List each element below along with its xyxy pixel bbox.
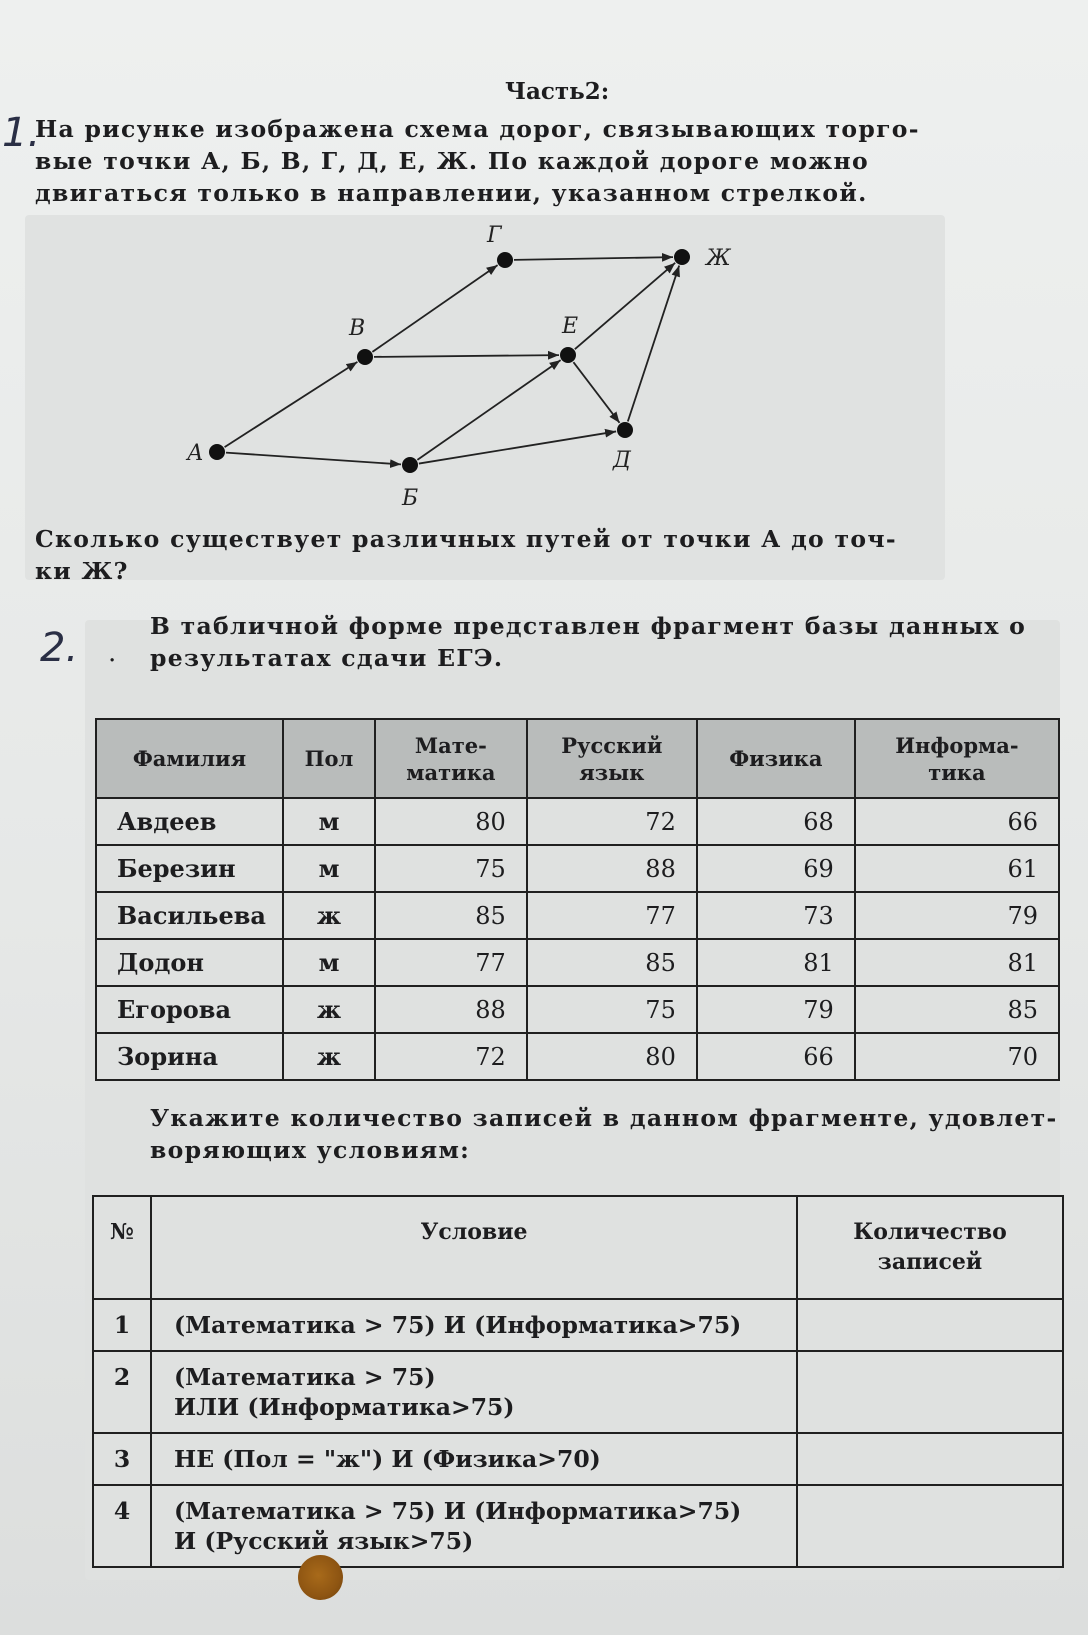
- score-cell: 69: [697, 845, 855, 892]
- graph-node-label: Е: [562, 314, 579, 339]
- score-cell: 85: [375, 892, 527, 939]
- road-arrow: [374, 355, 559, 357]
- condition-line: (Математика > 75): [174, 1363, 436, 1391]
- task1-question-line: ки Ж?: [35, 557, 129, 585]
- graph-node-label: Г: [487, 223, 502, 248]
- table-row: [96, 798, 1059, 845]
- road-arrow: [628, 266, 679, 422]
- sex-cell: ж: [283, 1033, 375, 1080]
- condition-line: (Математика > 75) И (Информатика>75): [174, 1497, 742, 1525]
- answer-count-field[interactable]: [797, 1351, 1063, 1433]
- score-cell: 77: [527, 892, 697, 939]
- condition-text: [151, 1485, 797, 1567]
- sex-cell: м: [283, 845, 375, 892]
- table-row: [93, 1299, 1063, 1351]
- graph-node: [402, 457, 418, 473]
- score-cell: 80: [375, 798, 527, 845]
- table-row: [96, 892, 1059, 939]
- surname-cell: Додон: [96, 939, 283, 986]
- answer-count-field[interactable]: [797, 1299, 1063, 1351]
- road-arrow: [417, 360, 560, 460]
- road-arrow: [226, 453, 401, 465]
- condition-number: 1: [93, 1299, 151, 1351]
- column-header: Количество записей: [797, 1196, 1063, 1299]
- road-arrow: [372, 265, 497, 352]
- table-row: [96, 939, 1059, 986]
- condition-number: 4: [93, 1485, 151, 1567]
- table-row: [93, 1351, 1063, 1433]
- exam-results-table: [95, 718, 1060, 1081]
- column-header: Мате- матика: [375, 719, 527, 798]
- graph-node-label: А: [187, 441, 204, 466]
- score-cell: 66: [855, 798, 1059, 845]
- surname-cell: Березин: [96, 845, 283, 892]
- road-arrow: [573, 362, 619, 423]
- table-row: [96, 1033, 1059, 1080]
- score-cell: 70: [855, 1033, 1059, 1080]
- task1-question: [35, 523, 897, 587]
- graph-node: [560, 347, 576, 363]
- task1-question-line: Сколько существует различных путей от точки А до точ-: [35, 525, 897, 553]
- score-cell: 68: [697, 798, 855, 845]
- score-cell: 80: [527, 1033, 697, 1080]
- paper-stain: [298, 1555, 343, 1600]
- surname-cell: Егорова: [96, 986, 283, 1033]
- road-arrow: [514, 257, 673, 260]
- condition-line: (Математика > 75) И (Информатика>75): [174, 1311, 742, 1339]
- table-row: [96, 845, 1059, 892]
- graph-node: [209, 444, 225, 460]
- table-row: [96, 986, 1059, 1033]
- score-cell: 72: [375, 1033, 527, 1080]
- column-header: Условие: [151, 1196, 797, 1299]
- column-header: Русский язык: [527, 719, 697, 798]
- sex-cell: м: [283, 798, 375, 845]
- task1-line: вые точки А, Б, В, Г, Д, Е, Ж. По каждой дороге можно: [35, 147, 870, 175]
- answer-count-field[interactable]: [797, 1485, 1063, 1567]
- sex-cell: м: [283, 939, 375, 986]
- table-row: [93, 1485, 1063, 1567]
- graph-node: [674, 249, 690, 265]
- conditions-table: [92, 1195, 1064, 1568]
- score-cell: 85: [527, 939, 697, 986]
- column-header: Информа- тика: [855, 719, 1059, 798]
- road-arrow: [225, 362, 358, 447]
- column-header: Физика: [697, 719, 855, 798]
- score-cell: 85: [855, 986, 1059, 1033]
- table-row: [93, 1433, 1063, 1485]
- score-cell: 79: [697, 986, 855, 1033]
- graph-node-label: Ж: [706, 246, 731, 271]
- score-cell: 75: [527, 986, 697, 1033]
- column-header: Фамилия: [96, 719, 283, 798]
- task2-prompt-line: Укажите количество записей в данном фрагменте, удовлет-: [150, 1104, 1058, 1132]
- condition-text: [151, 1351, 797, 1433]
- graph-node: [617, 422, 633, 438]
- score-cell: 79: [855, 892, 1059, 939]
- score-cell: 88: [527, 845, 697, 892]
- graph-node-label: Д: [613, 448, 631, 473]
- score-cell: 61: [855, 845, 1059, 892]
- task2-intro-line: результатах сдачи ЕГЭ.: [150, 644, 504, 672]
- surname-cell: Зорина: [96, 1033, 283, 1080]
- road-arrow: [575, 263, 675, 349]
- task2-prompt: [150, 1102, 1058, 1166]
- graph-node-label: В: [349, 316, 366, 341]
- score-cell: 75: [375, 845, 527, 892]
- sex-cell: ж: [283, 892, 375, 939]
- graph-node: [357, 349, 373, 365]
- column-header: №: [93, 1196, 151, 1299]
- task2-intro: [150, 610, 1026, 674]
- condition-line: И (Русский язык>75): [174, 1527, 474, 1555]
- score-cell: 73: [697, 892, 855, 939]
- condition-text: [151, 1299, 797, 1351]
- road-arrow: [419, 431, 616, 463]
- task2-prompt-line: воряющих условиям:: [150, 1136, 471, 1164]
- task2-intro-line: В табличной форме представлен фрагмент базы данных о: [150, 612, 1027, 640]
- table-header-row: [96, 719, 1059, 798]
- part-title: Часть2:: [505, 78, 610, 105]
- graph-node: [497, 252, 513, 268]
- score-cell: 72: [527, 798, 697, 845]
- task1-line: двигаться только в направлении, указанном стрелкой.: [35, 179, 868, 207]
- column-header: Пол: [283, 719, 375, 798]
- condition-text: [151, 1433, 797, 1485]
- score-cell: 81: [697, 939, 855, 986]
- task2-number-dot: .: [108, 638, 117, 668]
- condition-line: НЕ (Пол = "ж") И (Физика>70): [174, 1445, 601, 1473]
- answer-count-field[interactable]: [797, 1433, 1063, 1485]
- sex-cell: ж: [283, 986, 375, 1033]
- score-cell: 81: [855, 939, 1059, 986]
- surname-cell: Васильева: [96, 892, 283, 939]
- surname-cell: Авдеев: [96, 798, 283, 845]
- road-graph-diagram: [0, 0, 1088, 600]
- handwritten-task-number-2: 2.: [40, 625, 79, 671]
- task1-line: На рисунке изображена схема дорог, связывающих торго-: [35, 115, 920, 143]
- condition-line: ИЛИ (Информатика>75): [174, 1393, 515, 1421]
- condition-number: 3: [93, 1433, 151, 1485]
- table-header-row: [93, 1196, 1063, 1299]
- handwritten-task-number-1: 1.: [2, 110, 41, 156]
- score-cell: 77: [375, 939, 527, 986]
- graph-node-label: Б: [402, 486, 419, 511]
- score-cell: 66: [697, 1033, 855, 1080]
- condition-number: 2: [93, 1351, 151, 1433]
- score-cell: 88: [375, 986, 527, 1033]
